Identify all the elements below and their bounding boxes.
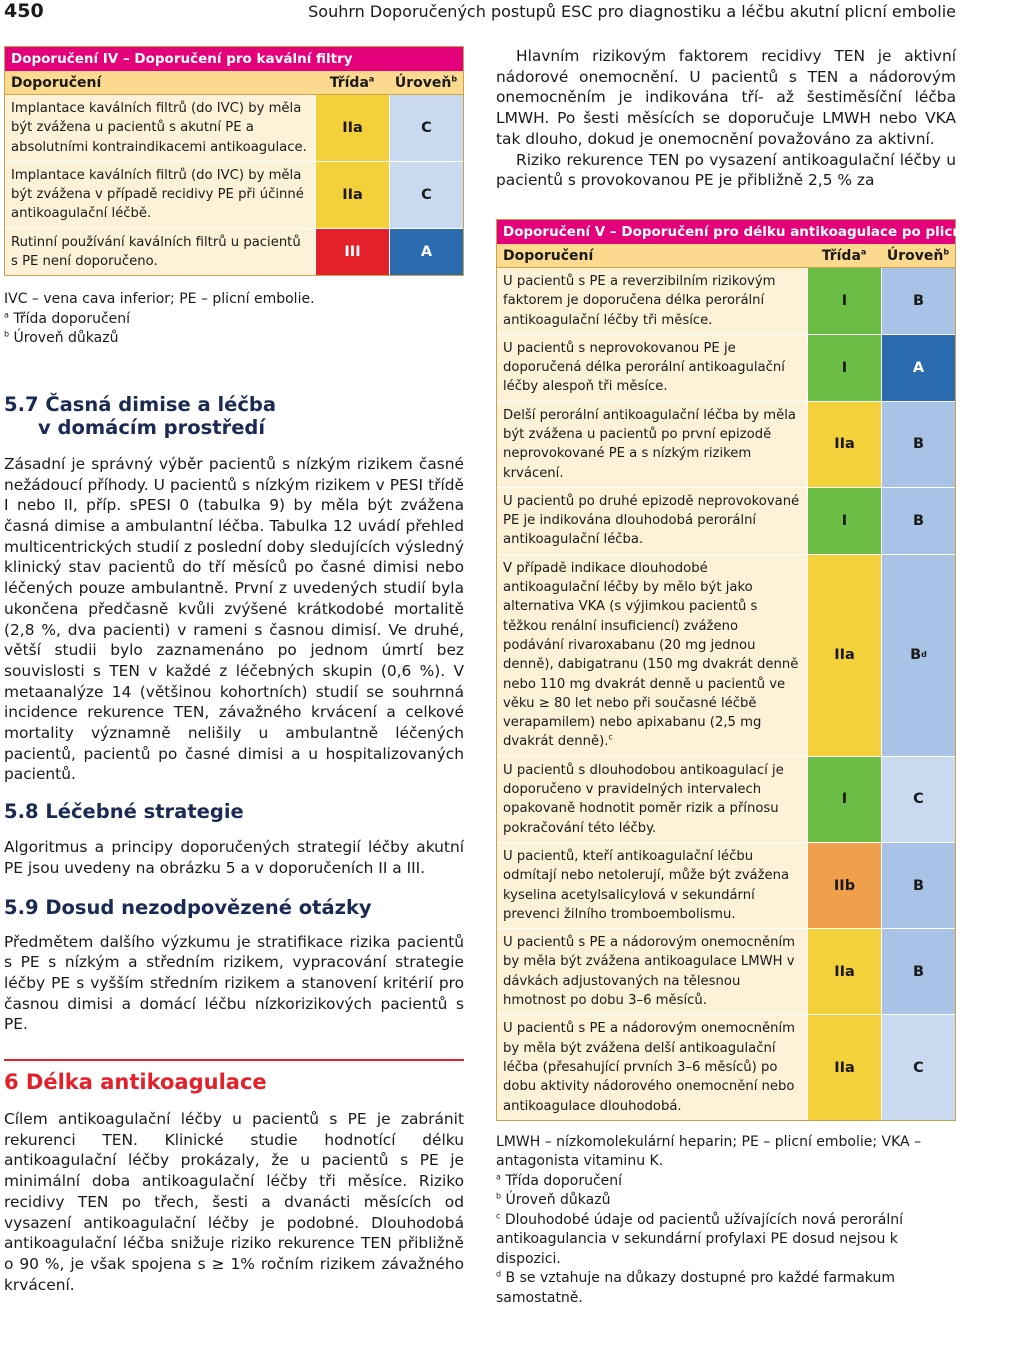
recommendation-rows [5,95,463,275]
running-title: Souhrn Doporučených postupů ESC pro diagnostiku a léčbu akutní plicní embolie [308,2,956,21]
recommendation-table-title: Doporučení IV – Doporučení pro kavální filtry [5,47,463,71]
right-column [496,46,1027,1308]
recommendation-class: IIa [315,95,389,161]
footnote-b: $^b$ Úroveň důkazů [4,329,119,347]
recommendation-row [497,334,955,401]
recommendation-row [497,1014,955,1119]
recommendation-text: U pacientů s neprovokovanou PE je doporučená délka perorální antikoagulační léčby alespoň tři měsíce. [497,335,807,401]
recommendation-class: IIa [807,555,881,756]
recommendation-text: U pacientů s PE a reverzibilním rizikovým faktorem je doporučena délka perorální antikoagulační léčby tři měsíce. [497,268,807,334]
footnote-a: $^a$ Třída doporučení [496,1172,623,1189]
column-header-level: Úroveň$^b$ [394,74,458,91]
recommendation-class: IIa [807,929,881,1014]
recommendation-level: B [881,929,955,1014]
chapter-divider [4,1059,464,1061]
section-text-5-8: Algoritmus a principy doporučených strategií léčby akutní PE jsou uvedeny na obrázku 5 a v doporučeních II a III. [4,838,464,877]
recommendation-class: I [807,268,881,334]
recommendation-text: U pacientů, kteří antikoagulační léčbu odmítají nebo netolerují, může být zvážena kyselina acetylsalicylová v sekundární prevenci žilního tromboembolismu. [497,843,807,928]
recommendation-text: Delší perorální antikoagulační léčba by měla být zvážena u pacientů po první epizodě neprovokované PE a s nízkým rizikem krvácení. [497,402,807,487]
column-header-class: Třída$^a$ [821,247,867,264]
recommendation-text: Rutinní používání kaválních filtrů u pacientů s PE není doporučeno. [5,229,315,276]
recommendation-level: C [881,1015,955,1119]
recommendation-text: U pacientů s dlouhodobou antikoagulací je doporučeno v pravidelných intervalech opakovaně hodnotit poměr rizik a přínosu pokračování této léčby. [497,757,807,842]
footnote-c: $^c$ Dlouhodobé údaje od pacientů užívajících nová perorální antikoagulancia v sekundární profylaxi PE dosud nejsou k dispozici. [496,1211,903,1267]
recommendation-text: U pacientů s PE a nádorovým onemocněním by měla být zvážena antikoagulace LMWH v dávkách adjustovaných na tělesnou hmotnost po dobu 3–6 měsíců. [497,929,807,1014]
recommendation-table-title: Doporučení V – Doporučení pro délku antikoagulace po plicní embolii [497,220,955,244]
recommendation-class: I [807,335,881,401]
recommendation-class: I [807,757,881,842]
section-text-5-9: Předmětem dalšího výzkumu je stratifikace rizika pacientů s PE s nízkým a středním rizikem, vypracování strategie léčby PE s vyšším středním rizikem a stanovení kritérií pro časnou dimisi a domácí léčbu nízkorizikových pacientů s PE. [4,932,464,1034]
recommendation-text: U pacientů s PE a nádorovým onemocněním by měla být zvážena delší antikoagulační léčba (přesahující prvních 3–6 měsíců) po dobu aktivity nádorového onemocnění nebo antikoagulace dlouhodobá. [497,1015,807,1119]
recommendation-level: A [389,229,463,276]
recommendation-row [5,228,463,276]
recommendation-text: Implantace kaválních filtrů (do IVC) by měla být zvážena v případě recidivy PE při účinné antikoagulační léčbě. [5,162,315,228]
recommendation-level: C [389,162,463,228]
footnote-d: $^d$ B se vztahuje na důkazy dostupné pro každé farmakum samostatně. [496,1269,895,1306]
left-column [4,46,464,1295]
recommendation-class: I [807,488,881,554]
footnote-abbreviations: IVC – vena cava inferior; PE – plicní embolie. [4,291,315,308]
footnote-a: $^a$ Třída doporučení [4,310,131,327]
chapter-text-6: Cílem antikoagulační léčby u pacientů s PE je zabránit rekurenci TEN. Klinické studie hodnotící délku antikoagulační léčby prokázaly, že u pacientů s PE je minimální doba antikoagulační léčby tři měsíce. Riziko recidivy TEN po třech, šesti a dvanácti měsících od vysazení antikoagulační léčby je podobné. Dlouhodobá antikoagulační léčba snižuje riziko rekurence TEN přibližně o 90 %, je však spojena s ≥ 1% ročním rizikem závažného krvácení. [4,1110,464,1294]
recommendation-class: IIa [807,402,881,487]
recommendation-level: B d [881,555,955,756]
recommendation-level: C [881,757,955,842]
recommendation-table-iv [4,46,464,276]
recommendation-row [497,928,955,1014]
recommendation-text: U pacientů po druhé epizodě neprovokované PE je indikována dlouhodobá perorální antikoagulační léčba. [497,488,807,554]
recommendation-class: IIa [807,1015,881,1119]
recommendation-level: B [881,268,955,334]
section-title-5-9: 5.9 Dosud nezodpovězené otázky [4,895,372,919]
table-footnotes [4,290,464,349]
recommendation-row [497,554,955,756]
recommendation-row [497,487,955,554]
column-header-recommendation: Doporučení [503,247,594,264]
chapter-title-6: 6 Délka antikoagulace [4,1070,267,1095]
recommendation-table-header [5,71,463,95]
recommendation-class: IIb [807,843,881,928]
recommendation-row [497,268,955,334]
recommendation-table-v [496,219,1027,1121]
section-text-5-7: Zásadní je správný výběr pacientů s nízkým rizikem časné nežádoucí příhody. U pacientů s nízkým rizikem v PESI třídě I nebo II, příp. sPESI 0 (tabulka 9) by měla být zvážena časná dimise a ambulantní léčba. Tabulka 12 uvádí přehled multicentrických studií z poslední doby sledujících výsledný klinický stav pacientů do tří měsíců po časné dimisi nebo léčených pouze ambulantně. První z uvedených studií byla ukončena předčasně kvůli zvýšené krátkodobé mortalitě (2,8 %, dva pacienti) v rameni s časnou dimisí. Ve druhé, větší studii bylo zaznamenáno po jednom úmrtí bez souvislosti s TEN v každé z léčebných skupin (0,6 %). V metaanalýze 14 (většinou kohortních) studií se souhrnná incidence rekurence TEN, závažného krvácení a celkové mortality významně nelišily u ambulantně léčených pacientů, pacientů po časné dimisi a u hospitalizovaných pacientů. [4,454,464,784]
recommendation-row [5,161,463,228]
recommendation-text: Implantace kaválních filtrů (do IVC) by měla být zvážena u pacientů s akutní PE a absolutními kontraindikacemi antikoagulace. [5,95,315,161]
column-header-class: Třída$^a$ [329,74,375,91]
section-title-5-7: 5.7 Časná dimise a léčba v domácím prostředí [4,392,277,439]
section-title-5-8: 5.8 Léčebné strategie [4,800,244,824]
recommendation-level: B [881,488,955,554]
recommendation-level: B [881,843,955,928]
recommendation-row [497,401,955,487]
column-header-level: Úroveň$^b$ [886,247,950,264]
intro-paragraph-2: Riziko rekurence TEN po vysazení antikoagulační léčby u pacientů s provokovanou PE je přibližně 2,5 % za [496,150,956,190]
recommendation-class: IIa [315,162,389,228]
page-number: 450 [4,0,44,22]
footnote-abbreviations: LMWH – nízkomolekulární heparin; PE – plicní embolie; VKA – antagonista vitaminu K. [496,1133,922,1170]
recommendation-rows [497,268,955,1120]
recommendation-level: B [881,402,955,487]
recommendation-row [5,95,463,161]
recommendation-level: A [881,335,955,401]
column-header-recommendation: Doporučení [11,75,102,91]
recommendation-class: III [315,229,389,276]
recommendation-row [497,756,955,842]
table-footnotes [496,1133,956,1309]
recommendation-text: V případě indikace dlouhodobé antikoagulační léčby by mělo být jako alternativa VKA (s výjimkou pacientů s těžkou renální insuficiencí) zváženo podávání rivaroxabanu (20 mg jednou denně), dabigatranu (150 mg dvakrát denně nebo 110 mg dvakrát denně u pacientů ve věku ≥ 80 let nebo při současné léčbě verapamilem) nebo apixabanu (2,5 mg dvakrát denně).$^c$ [497,555,807,756]
recommendation-table-header [497,244,955,268]
footnote-b: $^b$ Úroveň důkazů [496,1191,611,1209]
recommendation-level: C [389,95,463,161]
page-header [0,0,960,30]
intro-paragraph-1: Hlavním rizikovým faktorem recidivy TEN je aktivní nádorové onemocnění. U pacientů s TEN a nádorovým onemocněním je indikována tří- až šestiměsíční léčba LMWH. Po šesti měsících se doporučuje LMWH nebo VKA tak dlouho, dokud je onemocnění považováno za aktivní. [496,47,956,148]
recommendation-row [497,842,955,928]
